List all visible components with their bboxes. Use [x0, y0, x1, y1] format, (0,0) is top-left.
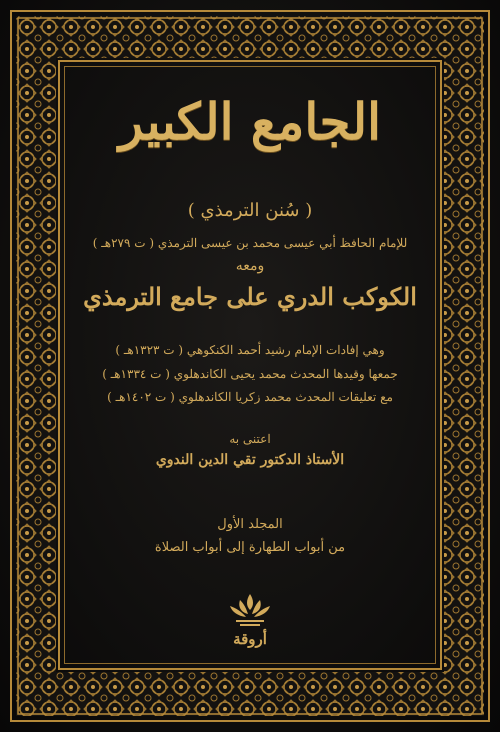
- secondary-title: الكوكب الدري على جامع الترمذي: [83, 282, 417, 311]
- author-line: للإمام الحافظ أبي عيسى محمد بن عيسى الترمذي ( ت ٢٧٩هـ ): [92, 236, 408, 250]
- book-title: الجامع الكبير: [119, 92, 381, 151]
- volume-label: المجلد الأول: [217, 517, 283, 532]
- edited-by-label: اعتنى به: [229, 432, 271, 446]
- book-subtitle: ( سُنن الترمذي ): [187, 200, 313, 221]
- editor-name: الأستاذ الدكتور تقي الدين الندوي: [155, 452, 345, 468]
- detail-line-1: وهي إفادات الإمام رشيد أحمد الكنكوهي ( ت ١٣٢٣هـ ): [115, 343, 385, 357]
- with-word: ومعه: [235, 258, 265, 274]
- publisher-name: أروقة: [233, 630, 267, 648]
- inner-border-thin: [64, 66, 436, 664]
- volume-range: من أبواب الطهارة إلى أبواب الصلاة: [154, 540, 346, 555]
- publisher-logo-icon: [224, 592, 276, 628]
- detail-line-2: جمعها وقيدها المحدث محمد يحيى الكاندهلوي ( ت ١٣٣٤هـ ): [102, 367, 398, 381]
- detail-line-3: مع تعليقات المحدث محمد زكريا الكاندهلوي ( ت ١٤٠٢هـ ): [107, 390, 393, 404]
